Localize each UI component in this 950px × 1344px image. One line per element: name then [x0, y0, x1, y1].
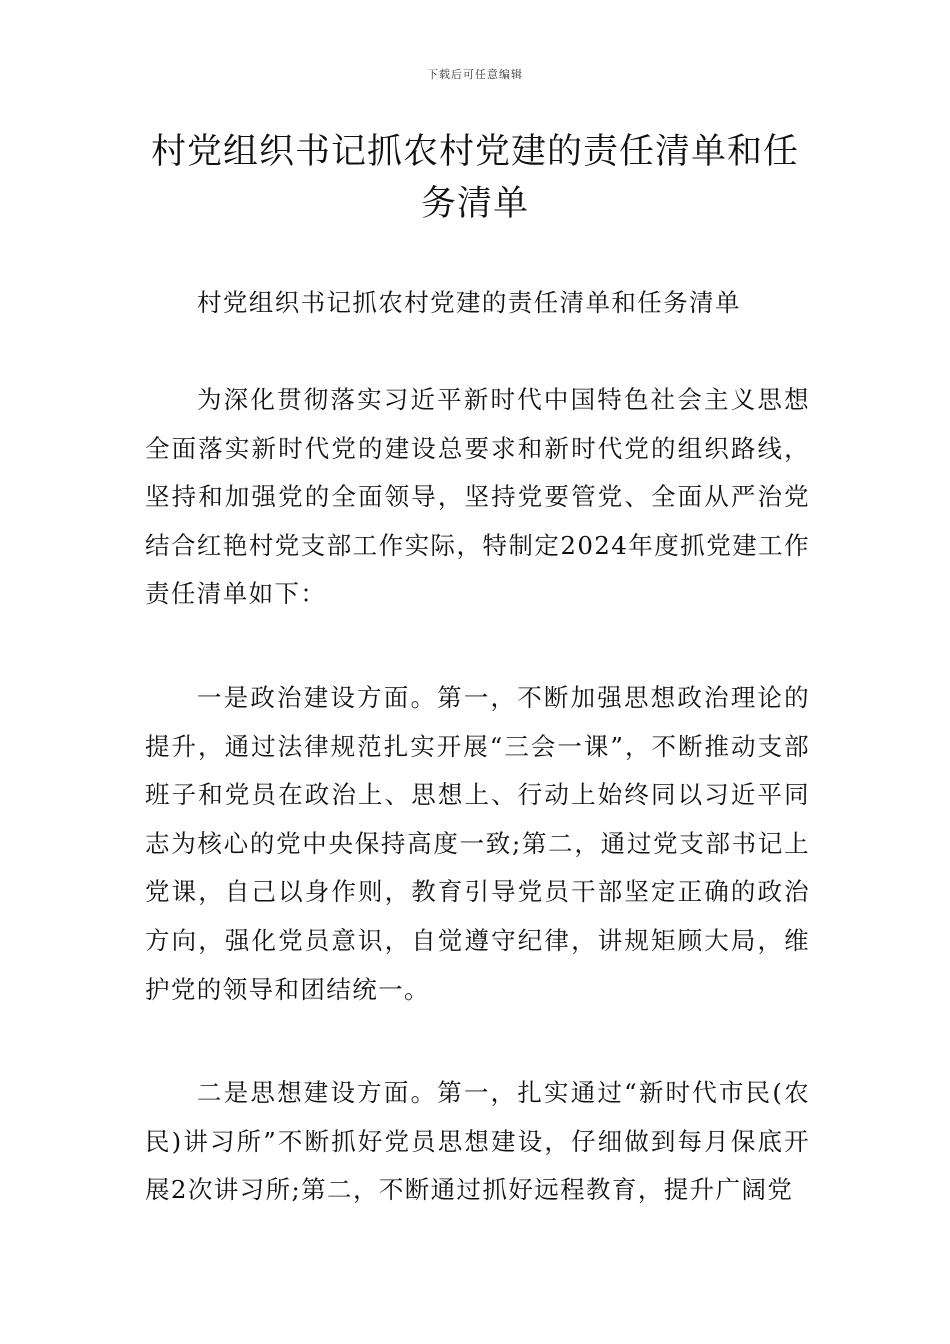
- document-subtitle: 村党组织书记抓农村党建的责任清单和任务清单: [197, 288, 741, 317]
- paragraph-political-building: 一是政治建设方面。第一，不断加强思想政治理论的提升，通过法律规范扎实开展“三会一课”，不断推动支部班子和党员在政治上、思想上、行动上始终同以习近平同志为核心的党中央保持高度一致;第二，通过党支部书记上党课，自己以身作则，教育引导党员干部坚定正确的政治方向，强化党员意识，自觉遵守纪律，讲规矩顾大局，维护党的领导和团结统一。: [145, 683, 810, 1004]
- paragraph-intro: 为深化贯彻落实习近平新时代中国特色社会主义思想全面落实新时代党的建设总要求和新时代党的组织路线，坚持和加强党的全面领导，坚持党要管党、全面从严治党结合红艳村党支部工作实际，特制定2024年度抓党建工作责任清单如下：: [145, 385, 810, 609]
- paragraph-ideological-building: 二是思想建设方面。第一，扎实通过“新时代市民(农民)讲习所”不断抓好党员思想建设，仔细做到每月保底开展2次讲习所;第二，不断通过抓好远程教育，提升广阔党: [145, 1078, 810, 1205]
- document-title: 村党组织书记抓农村党建的责任清单和任务清单: [150, 132, 799, 224]
- header-note: 下载后可任意编辑: [427, 68, 523, 81]
